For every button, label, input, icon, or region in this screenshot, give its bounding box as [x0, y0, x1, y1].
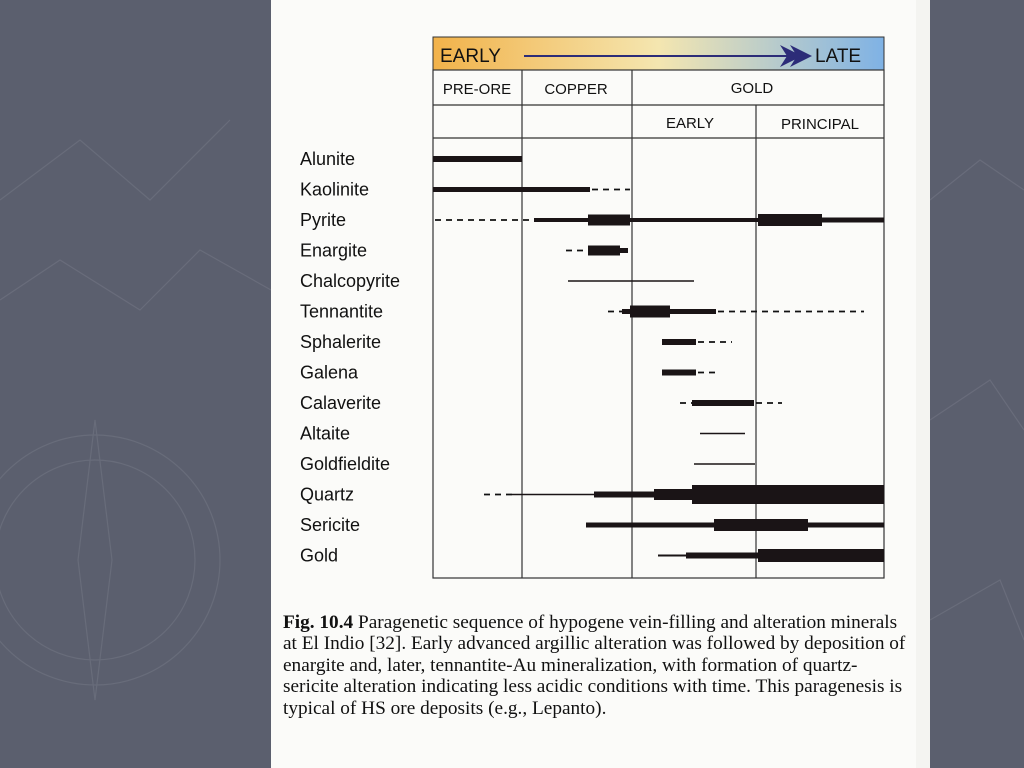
- bar-enargite-seg-1: [588, 246, 620, 256]
- mineral-label-galena: Galena: [300, 362, 359, 383]
- mineral-label-alunite: Alunite: [300, 149, 356, 169]
- bar-pyrite-seg-5: [822, 218, 884, 223]
- bar-calaverite-seg-1: [692, 400, 754, 406]
- bar-sericite-seg-0: [586, 523, 714, 528]
- mineral-label-calaverite: Calaverite: [300, 393, 382, 413]
- mineral-label-goldfieldite: Goldfieldite: [300, 454, 391, 474]
- bar-gold-seg-1: [686, 553, 758, 559]
- bar-gold-seg-2: [758, 549, 884, 562]
- bar-sericite-seg-1: [714, 519, 808, 531]
- mineral-label-tennantite: Tennantite: [300, 301, 384, 322]
- caption-text: Paragenetic sequence of hypogene vein-filling and alteration minerals at El Indio [32]. Early advanced argillic alteration was followed by deposition of enargite and, later, tennantite-Au mineralization, with formation of quartz-sericite alteration indicating less acidic conditions with time. This paragenesis is typical of HS ore deposits (e.g., Lepanto).: [283, 612, 906, 719]
- bar-quartz-seg-3: [654, 489, 694, 500]
- bar-pyrite-seg-2: [588, 215, 630, 226]
- bar-pyrite-seg-3: [630, 218, 758, 222]
- bar-gold-seg-0: [658, 555, 686, 557]
- mineral-bars: [433, 156, 884, 562]
- bar-pyrite-seg-1: [534, 218, 590, 222]
- stage-gold-principal: PRINCIPAL: [780, 116, 860, 133]
- mineral-label-gold: Gold: [300, 545, 339, 566]
- bar-kaolinite-seg-0: [433, 187, 590, 192]
- caption-figure-label: Fig. 10.4: [283, 612, 354, 633]
- bar-altaite-seg-0: [700, 433, 745, 435]
- mineral-label-sericite: Sericite: [300, 515, 361, 535]
- figure-caption: [283, 612, 913, 719]
- stage-gold: GOLD: [730, 80, 774, 97]
- stage-pre-ore: PRE-ORE: [442, 81, 512, 98]
- mineral-label-kaolinite: Kaolinite: [300, 179, 370, 200]
- bar-sericite-seg-2: [808, 523, 884, 528]
- bar-goldfieldite-seg-0: [694, 463, 755, 465]
- stage-gold-early: EARLY: [665, 115, 715, 132]
- bar-tennantite-seg-2: [630, 306, 670, 318]
- mineral-label-sphalerite: Sphalerite: [300, 332, 382, 352]
- bar-chalcopyrite-seg-0: [568, 280, 694, 282]
- mineral-labels: [300, 149, 400, 566]
- bar-pyrite-seg-4: [758, 214, 822, 226]
- timeline-early-label: EARLY: [440, 46, 501, 67]
- bar-alunite-seg-0: [433, 156, 522, 162]
- stage-copper: COPPER: [544, 81, 608, 98]
- mineral-label-altaite: Altaite: [300, 423, 351, 444]
- mineral-label-enargite: Enargite: [300, 240, 368, 261]
- bar-quartz-seg-2: [594, 492, 656, 498]
- bar-quartz-seg-4: [692, 485, 884, 504]
- timeline-late-label: LATE: [815, 46, 862, 67]
- bar-quartz-seg-1: [512, 494, 594, 496]
- bar-enargite-seg-2: [620, 248, 628, 253]
- bar-galena-seg-0: [662, 370, 696, 376]
- mineral-label-pyrite: Pyrite: [300, 210, 347, 230]
- mineral-label-chalcopyrite: Chalcopyrite: [300, 271, 401, 291]
- bar-tennantite-seg-3: [670, 309, 716, 314]
- mineral-label-quartz: Quartz: [300, 484, 355, 505]
- bar-sphalerite-seg-0: [662, 339, 696, 345]
- bar-tennantite-seg-1: [622, 309, 630, 314]
